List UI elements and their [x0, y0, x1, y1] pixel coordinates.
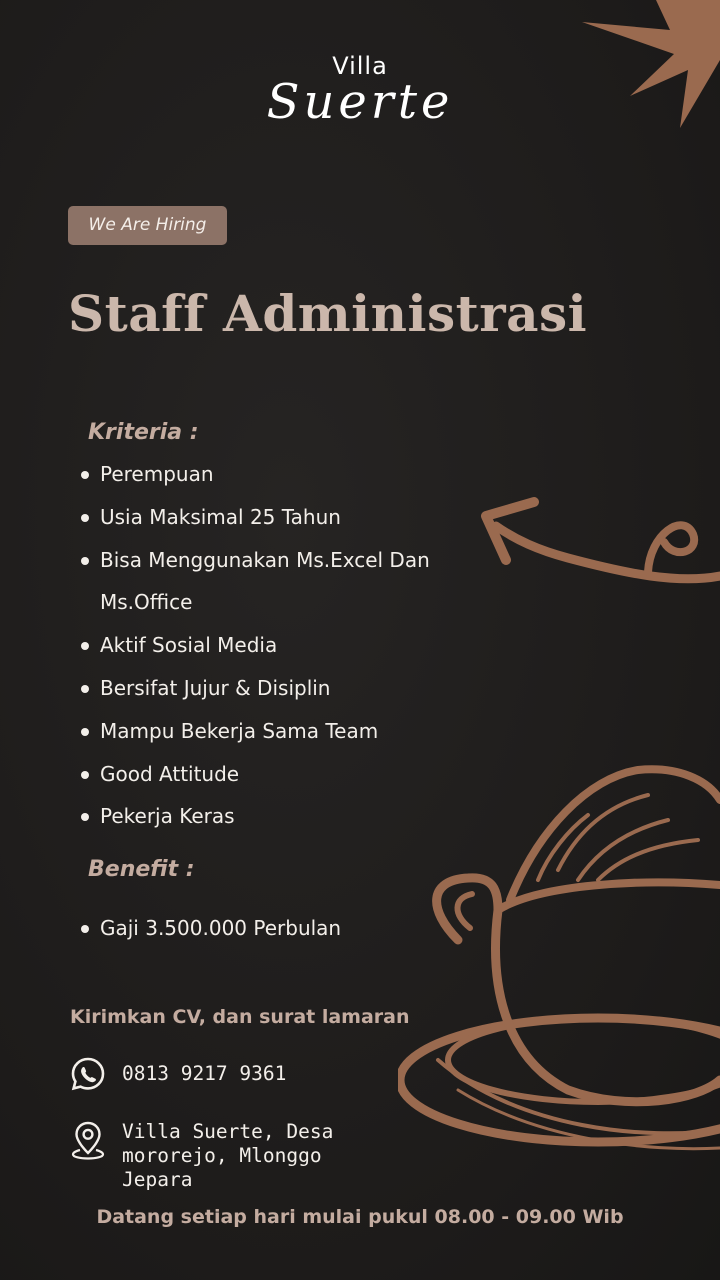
address-line: Jepara [122, 1168, 193, 1191]
send-cv-instruction: Kirimkan CV, dan surat lamaran [70, 1006, 410, 1028]
list-item: Gaji 3.500.000 Perbulan [78, 907, 478, 950]
criteria-list [78, 453, 478, 838]
list-item: Bisa Menggunakan Ms.Excel Dan Ms.Office [78, 539, 478, 625]
job-title: Staff Administrasi [68, 284, 588, 343]
address-line: Villa Suerte, Desa [122, 1120, 334, 1143]
address-contact [70, 1120, 333, 1192]
phone-contact[interactable] [70, 1056, 286, 1092]
address-line: mororejo, Mlonggo [122, 1144, 322, 1167]
whatsapp-icon [70, 1056, 106, 1092]
list-item: Pekerja Keras [78, 795, 478, 838]
brand-logo [0, 52, 720, 130]
list-item: Perempuan [78, 453, 478, 496]
brand-line-1: Villa [332, 52, 388, 80]
benefit-list [78, 907, 478, 950]
phone-number: 0813 9217 9361 [122, 1062, 287, 1085]
list-item: Aktif Sosial Media [78, 624, 478, 667]
location-pin-icon [70, 1120, 106, 1160]
criteria-label: Kriteria : [88, 420, 199, 445]
address [122, 1120, 333, 1192]
list-item: Bersifat Jujur & Disiplin [78, 667, 478, 710]
brand-line-2: Suerte [266, 74, 454, 130]
curved-arrow-decoration [478, 494, 720, 594]
benefit-label: Benefit : [88, 857, 195, 882]
list-item: Good Attitude [78, 753, 478, 796]
visit-hours: Datang setiap hari mulai pukul 08.00 - 09.00 Wib [96, 1206, 624, 1228]
hiring-badge: We Are Hiring [68, 206, 227, 245]
list-item: Mampu Bekerja Sama Team [78, 710, 478, 753]
list-item: Usia Maksimal 25 Tahun [78, 496, 478, 539]
